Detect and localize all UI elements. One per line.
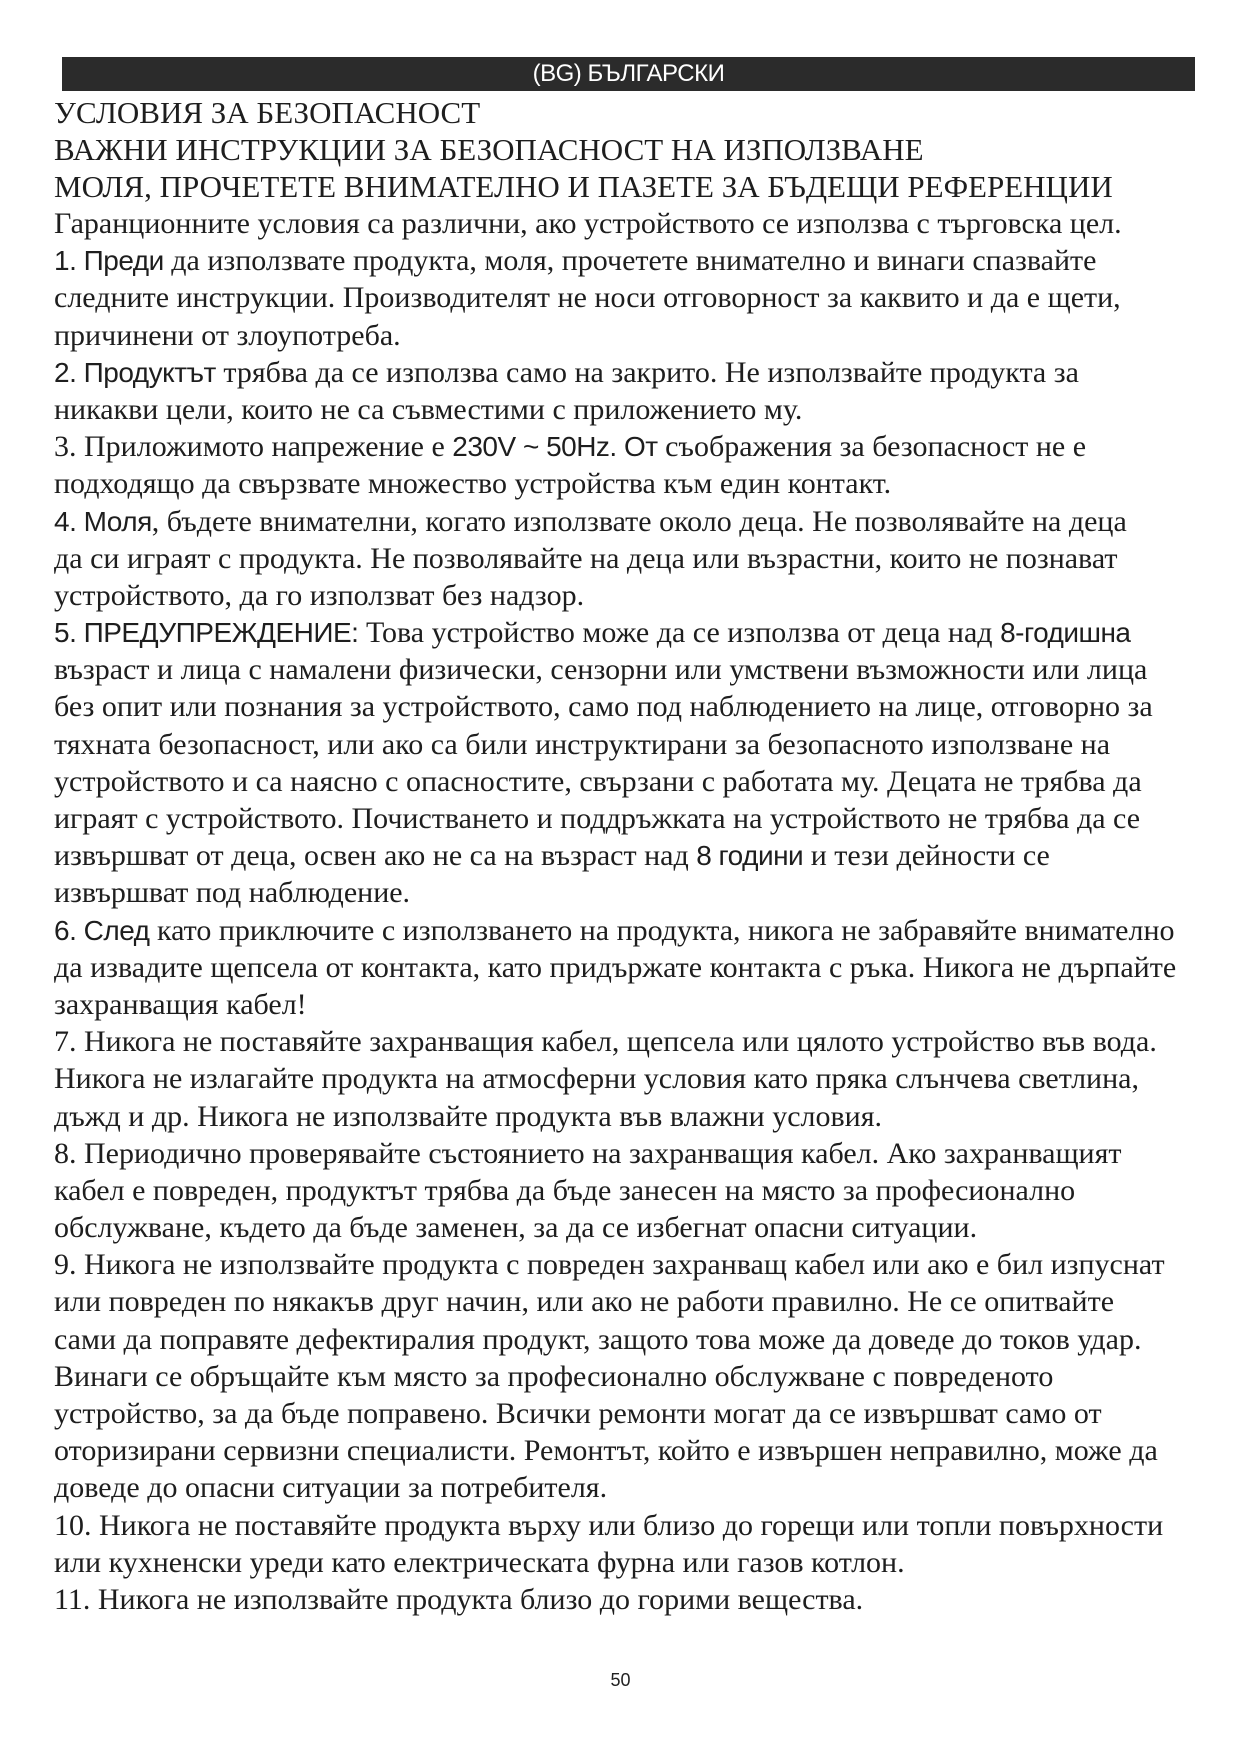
text-run: и тези дейности се (803, 839, 1050, 873)
text-run: да си играят с продукта. Не позволявайте на деца или възрастни, които не познават (54, 541, 1118, 575)
text-run: извършват под наблюдение. (54, 876, 411, 910)
text-run-sans: 1. Преди (54, 245, 164, 277)
text-line (54, 986, 1212, 1023)
text-line (54, 1544, 1212, 1581)
text-line (54, 912, 1212, 949)
text-run: причинени от злоупотреба. (54, 318, 401, 352)
text-line (54, 1172, 1212, 1209)
text-run: кабел е повреден, продуктът трябва да бъде занесен на място за професионално (54, 1173, 1076, 1207)
text-run: играят с устройството. Почистването и поддръжката на устройството не трябва да се (54, 802, 1141, 835)
text-line (54, 428, 1212, 465)
text-line (54, 1283, 1212, 1320)
text-run: Винаги се обръщайте към място за професионално обслужване с повреденото (54, 1359, 1054, 1393)
text-run: подходящо да свързвате множество устройства към един контакт. (54, 467, 892, 501)
text-run: обслужване, където да бъде заменен, за да се избегнат опасни ситуации. (54, 1211, 978, 1245)
text-run: никакви цели, които не са съвместими с приложението му. (54, 392, 803, 426)
text-run-sans: 5. ПРЕДУПРЕЖДЕНИЕ: (54, 617, 359, 649)
document-body (54, 94, 1212, 1654)
text-run: или кухненски уреди като електрическата фурна или газов котлон. (54, 1545, 905, 1579)
text-line (54, 1023, 1212, 1060)
text-line (54, 800, 1212, 837)
instruction-list (54, 205, 1212, 1618)
text-line (54, 1060, 1212, 1097)
text-run: да използвате продукта, моля, прочетете внимателно и винаги спазвайте (163, 244, 1097, 278)
text-line (54, 1246, 1212, 1283)
text-run: 9. Никога не използвайте продукта с повреден захранващ кабел или ако е бил изпуснат (54, 1248, 1165, 1282)
text-line (54, 1581, 1212, 1618)
text-line (54, 1469, 1212, 1506)
text-line (54, 1135, 1212, 1172)
text-run: устройството и са наясно с опасностите, свързани с работата му. Децата не трябва да (54, 764, 1142, 798)
text-run: тяхната безопасност, или ако са били инструктирани за безопасното използване на (54, 727, 1111, 761)
text-run: оторизирани сервизни специалисти. Ремонтът, който е извършен неправилно, може да (54, 1434, 1158, 1468)
text-line (54, 837, 1212, 874)
text-run: 10. Никога не поставяйте продукта върху или близо до горещи или топли повърхности (54, 1508, 1164, 1542)
text-run: 3. Приложимото напрежение е (54, 430, 453, 464)
text-run: съображения за безопасност не е (657, 430, 1087, 464)
text-line (54, 1321, 1212, 1358)
text-run: дъжд и др. Никога не използвайте продукта във влажни условия. (54, 1099, 883, 1133)
text-line (54, 651, 1212, 688)
text-line (54, 1358, 1212, 1395)
text-run: следните инструкции. Производителят не носи отговорност за каквито и да е щети, (54, 281, 1121, 315)
language-header-bar: (BG) БЪЛГАРСКИ (62, 57, 1195, 91)
text-line (54, 242, 1212, 279)
text-run: захранващия кабел! (54, 987, 307, 1021)
text-line (54, 726, 1212, 763)
text-run-sans: 230V ~ 50Hz. От (452, 431, 658, 463)
text-line (54, 688, 1212, 725)
text-run: устройство, за да бъде поправено. Всички ремонти могат да се извършват само от (54, 1397, 1102, 1430)
text-run: сами да поправяте дефектиралия продукт, защото това може да доведе до токов удар. (54, 1322, 1142, 1356)
page-number: 50 (610, 1670, 631, 1690)
text-run: трябва да се използва само на закрито. Не използвайте продукта за (215, 355, 1079, 389)
text-run: като приключите с използването на продукта, никога не забравяйте внимателно (149, 913, 1175, 947)
text-run-sans: 2. Продуктът (54, 356, 216, 388)
text-run: възраст и лица с намалени физически, сензорни или умствени възможности или лица (54, 653, 1148, 687)
text-line (54, 577, 1212, 614)
text-line (54, 391, 1212, 428)
text-run: , бъдете внимателни, когато използвате около деца. Не позволявайте на деца (151, 504, 1127, 538)
section-notice: МОЛЯ, ПРОЧЕТЕТЕ ВНИМАТЕЛНО И ПАЗЕТЕ ЗА БЪДЕЩИ РЕФЕРЕНЦИИ (54, 169, 1113, 204)
text-run: без опит или познания за устройството, само под наблюдението на лице, отговорно за (54, 690, 1153, 724)
text-run: 7. Никога не поставяйте захранващия кабел, щепсела или цялото устройство във вода. (54, 1025, 1157, 1059)
section-subtitle: ВАЖНИ ИНСТРУКЦИИ ЗА БЕЗОПАСНОСТ НА ИЗПОЛЗВАНЕ (54, 132, 924, 167)
text-run-sans: 8-годишна (1000, 617, 1131, 649)
text-line (54, 540, 1212, 577)
text-run: доведе до опасни ситуации за потребителя. (54, 1471, 608, 1505)
text-run: 8. Периодично проверявайте състоянието на захранващия кабел. Ако захранващият (54, 1136, 1122, 1170)
text-run: извършват от деца, освен ако не са на възраст над (54, 839, 697, 873)
text-line (54, 503, 1212, 540)
text-line (54, 614, 1212, 651)
text-run: да извадите щепсела от контакта, като придържате контакта с ръка. Никога не дърпайте (54, 950, 1177, 984)
text-run-sans: 4. Моля (54, 505, 152, 537)
text-run-sans: 6. След (54, 914, 150, 946)
text-line (54, 763, 1212, 800)
text-run: Гаранционните условия са различни, ако устройството се използва с търговска цел. (54, 207, 1122, 240)
section-title: УСЛОВИЯ ЗА БЕЗОПАСНОСТ (54, 95, 481, 130)
text-line (54, 1209, 1212, 1246)
text-run: Това устройство може да се използва от деца над (358, 616, 1001, 650)
text-line (54, 949, 1212, 986)
text-line (54, 465, 1212, 502)
text-line (54, 1507, 1212, 1544)
text-line (54, 317, 1212, 354)
text-line (54, 279, 1212, 316)
text-line (54, 354, 1212, 391)
text-run-sans: 8 години (696, 840, 804, 872)
text-line (54, 205, 1212, 242)
text-line (54, 1395, 1212, 1432)
text-run: Никога не излагайте продукта на атмосферни условия като пряка слънчева светлина, (54, 1062, 1139, 1096)
text-run: или повреден по някакъв друг начин, или ако не работи правилно. Не се опитвайте (54, 1285, 1115, 1319)
text-line (54, 1098, 1212, 1135)
text-run: 11. Никога не използвайте продукта близо до горими вещества. (54, 1582, 864, 1616)
text-line (54, 1432, 1212, 1469)
text-line (54, 874, 1212, 911)
text-run: устройството, да го използват без надзор. (54, 578, 585, 612)
